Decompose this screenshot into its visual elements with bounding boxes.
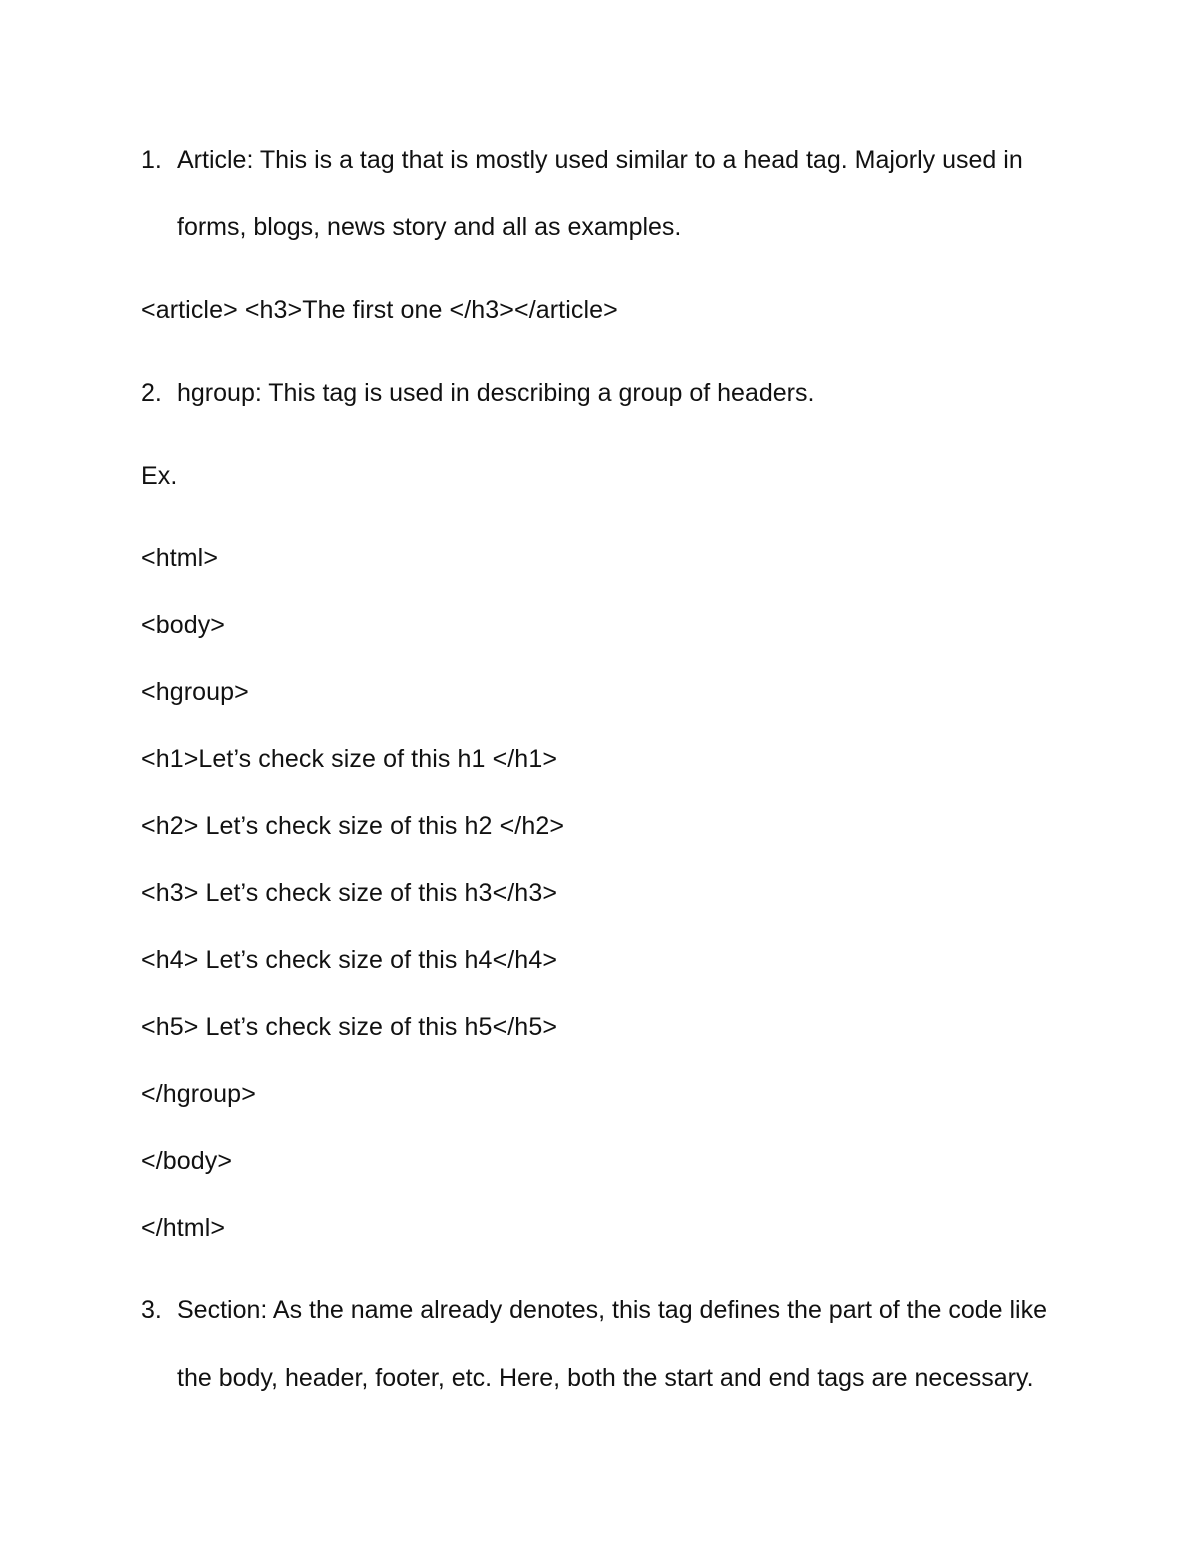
item-3-number: 3. <box>141 1296 162 1324</box>
example-label: Ex. <box>141 462 178 490</box>
item-2-number: 2. <box>141 379 162 407</box>
item-3-line-1: Section: As the name already denotes, this tag defines the part of the code like <box>177 1296 1047 1324</box>
code-line: <hgroup> <box>141 678 249 706</box>
item-1-line-1: Article: This is a tag that is mostly used similar to a head tag. Majorly used in <box>177 146 1023 174</box>
code-line: </body> <box>141 1147 233 1175</box>
item-1-line-2: forms, blogs, news story and all as examples. <box>177 213 682 241</box>
article-example-code: <article> <h3>The first one </h3></article> <box>141 296 618 324</box>
code-line: <h2> Let’s check size of this h2 </h2> <box>141 812 565 840</box>
code-line: <h4> Let’s check size of this h4</h4> <box>141 946 558 974</box>
code-line: <html> <box>141 544 219 572</box>
code-line: <body> <box>141 611 226 639</box>
code-line: </html> <box>141 1214 226 1242</box>
item-1-number: 1. <box>141 146 162 174</box>
code-line: <h3> Let’s check size of this h3</h3> <box>141 879 558 907</box>
code-line: <h5> Let’s check size of this h5</h5> <box>141 1013 558 1041</box>
code-line: </hgroup> <box>141 1080 256 1108</box>
item-3-line-2: the body, header, footer, etc. Here, both the start and end tags are necessary. <box>177 1364 1034 1392</box>
item-2-line-1: hgroup: This tag is used in describing a group of headers. <box>177 379 815 407</box>
code-line: <h1>Let’s check size of this h1 </h1> <box>141 745 558 773</box>
